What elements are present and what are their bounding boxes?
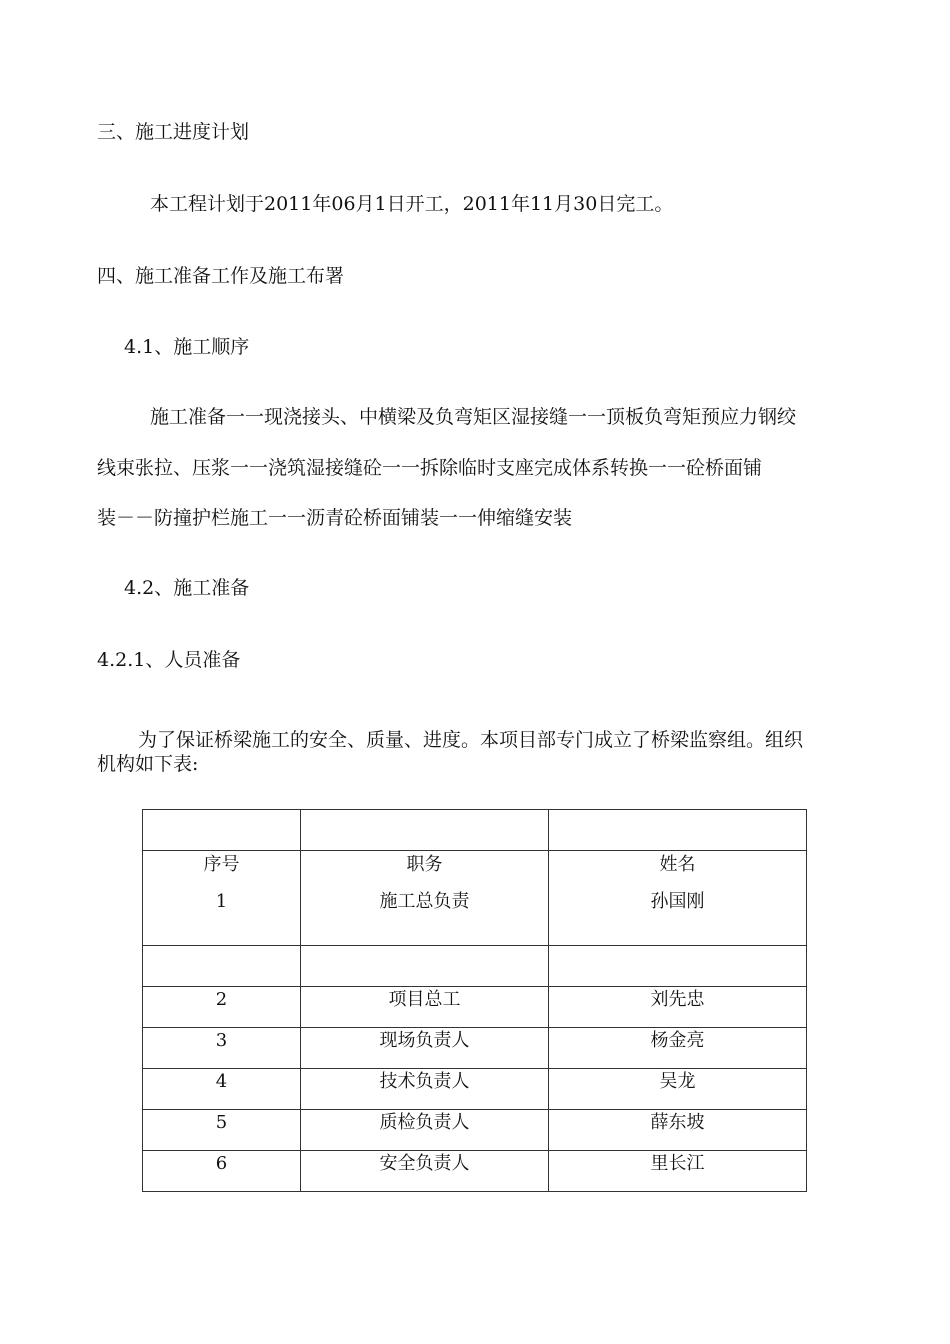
organization-table	[142, 809, 807, 1192]
table-row	[143, 1069, 807, 1110]
table-header-row	[143, 851, 807, 946]
subsection-4-1-heading: 4.1、施工顺序	[124, 336, 250, 358]
table-row	[143, 1110, 807, 1151]
row-position: 安全负责人	[379, 1153, 470, 1174]
table-cell	[301, 851, 549, 946]
header-name: 姓名	[659, 854, 696, 875]
sequence-line-2: 线束张拉、压浆一一浇筑湿接缝砼一一拆除临时支座完成体系转换一一砼桥面铺	[97, 457, 763, 479]
schedule-paragraph: 本工程计划于2011年06月1日开工，2011年11月30日完工。	[150, 193, 674, 215]
intro-line-1: 为了保证桥梁施工的安全、质量、进度。本项目部专门成立了桥梁监察组。组织	[138, 729, 804, 751]
row-name: 吴龙	[659, 1071, 696, 1092]
section-3-heading: 三、施工进度计划	[97, 121, 250, 143]
row-number: 6	[215, 1153, 228, 1174]
row-position: 施工总负责	[379, 891, 470, 912]
intro-line-2: 机构如下表:	[97, 753, 199, 775]
sequence-line-1: 施工准备一一现浇接头、中横梁及负弯矩区湿接缝一一顶板负弯矩预应力钢绞	[150, 406, 797, 428]
row-position: 现场负责人	[379, 1030, 470, 1051]
section-4-heading: 四、施工准备工作及施工布署	[97, 265, 345, 287]
row-number: 5	[215, 1112, 228, 1133]
row-number: 1	[215, 891, 228, 912]
header-number: 序号	[203, 854, 240, 875]
row-position: 项目总工	[388, 989, 461, 1010]
subsection-4-2-heading: 4.2、施工准备	[124, 577, 250, 599]
row-name: 里长江	[650, 1153, 705, 1174]
row-name: 刘先忠	[650, 989, 705, 1010]
table-row	[143, 1028, 807, 1069]
table-cell	[143, 851, 301, 946]
sequence-line-3: 装－－防撞护栏施工一一沥青砼桥面铺装一一伸缩缝安装	[97, 507, 573, 529]
row-name: 孙国刚	[650, 891, 705, 912]
row-position: 技术负责人	[379, 1071, 470, 1092]
table-cell	[549, 851, 807, 946]
row-number: 4	[215, 1071, 228, 1092]
table-blank-row	[143, 810, 807, 851]
row-number: 2	[215, 989, 228, 1010]
row-number: 3	[215, 1030, 228, 1051]
header-position: 职务	[406, 854, 443, 875]
row-name: 薛东坡	[650, 1112, 705, 1133]
table-blank-row	[143, 946, 807, 987]
row-position: 质检负责人	[379, 1112, 470, 1133]
table-row	[143, 1151, 807, 1192]
row-name: 杨金亮	[650, 1030, 705, 1051]
table-row	[143, 987, 807, 1028]
subsection-4-2-1-heading: 4.2.1、人员准备	[97, 649, 241, 671]
